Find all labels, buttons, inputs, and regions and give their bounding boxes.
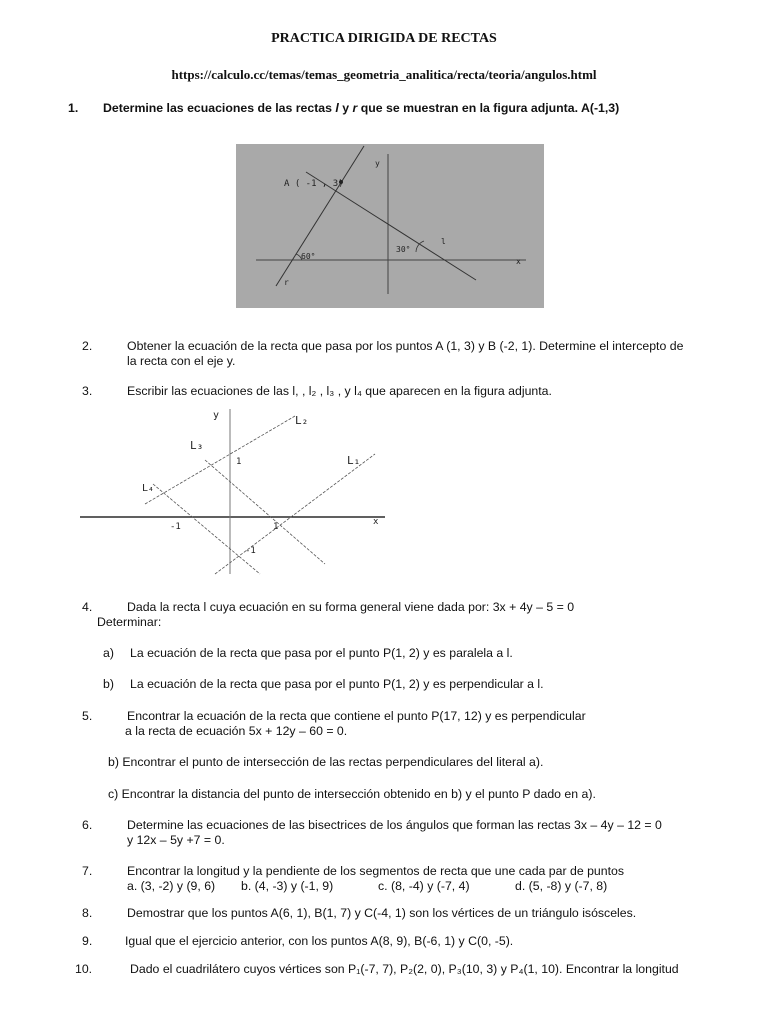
line-L1 [215,454,375,574]
point-pair-b: b. (4, -3) y (-1, 9) [241,879,334,893]
figure-background [236,144,544,308]
question-number: 8. [82,906,93,920]
angle-left-label: 60° [301,252,316,261]
question-number: 1. [68,101,79,115]
line-l-label: l [441,237,446,246]
question-text-line-1: Dada la recta l cuya ecuación en su forma general viene dada por: 3x + 4y – 5 = 0 [127,600,575,614]
line-L2 [145,416,295,504]
subitem-c: c) Encontrar la distancia del punto de intersección obtenido en b) y el punto P dado en a). [108,787,596,801]
question-text: Igual que el ejercicio anterior, con los puntos A(8, 9), B(-6, 1) y C(0, -5). [125,934,514,948]
y-axis-label: y [213,410,220,421]
subitem-b-label: b) [103,677,114,691]
tick-y-negative: -1 [245,546,256,556]
L2-label: L₂ [295,414,309,427]
figure-1-diagram [236,144,544,308]
tick-x-positive: 1 [273,522,279,532]
question-text-line-1: Encontrar la longitud y la pendiente de los segmentos de recta que une cada par de puntos [127,864,624,878]
point-pair-d: d. (5, -8) y (-7, 8) [515,879,608,893]
question-number: 5. [82,709,93,723]
line-L3 [205,460,325,564]
question-text-line-1: Obtener la ecuación de la recta que pasa por los puntos A (1, 3) y B (-2, 1). Determine el intercepto de [127,339,684,353]
question-number: 4. [82,600,93,614]
question-text: Escribir las ecuaciones de las l, , l₂ , l₃ , y l₄ que aparecen en la figura adjunta. [127,384,552,398]
subitem-a-text: La ecuación de la recta que pasa por el punto P(1, 2) y es paralela a l. [130,646,513,660]
subitem-a-label: a) [103,646,114,660]
reference-url[interactable]: https://calculo.cc/temas/temas_geometria_analitica/recta/teoria/angulos.html [171,67,597,82]
question-text-line-2: la recta con el eje y. [127,354,236,368]
question-number: 9. [82,934,93,948]
question-text: Demostrar que los puntos A(6, 1), B(1, 7) y C(-4, 1) son los vértices de un triángulo isósceles. [127,906,637,920]
y-axis-label: y [375,159,380,168]
question-text-line-1: Encontrar la ecuación de la recta que contiene el punto P(17, 12) y es perpendicular [127,709,586,723]
L3-label: L₃ [190,439,204,452]
question-number: 3. [82,384,93,398]
question-text: Determine las ecuaciones de las rectas l y r que se muestran en la figura adjunta. A(-1,3) [103,101,620,115]
question-text-line-2: a la recta de ecuación 5x + 12y – 60 = 0. [125,724,348,738]
question-text-line-1: Determine las ecuaciones de las bisectrices de los ángulos que forman las rectas 3x – 4y – 12 = 0 [127,818,662,832]
x-axis-label: x [373,517,379,527]
page-title: PRACTICA DIRIGIDA DE RECTAS [271,31,497,46]
figure-2-diagram [75,404,395,580]
question-number: 7. [82,864,93,878]
L4-label: L₄ [142,483,155,494]
point-pair-a: a. (3, -2) y (9, 6) [127,879,216,893]
point-pair-c: c. (8, -4) y (-7, 4) [378,879,470,893]
tick-y-positive: 1 [236,457,242,467]
x-axis-label: x [516,257,521,266]
point-a-label: A ( -1 , 3) [284,179,344,189]
L1-label: L₁ [347,454,361,467]
question-number: 10. [75,962,93,976]
tick-x-negative: -1 [170,522,181,532]
question-text: Dado el cuadrilátero cuyos vértices son P₁(-7, 7), P₂(2, 0), P₃(10, 3) y P₄(1, 10). Encontrar la longitud [130,962,679,976]
angle-right-label: 30° [396,245,411,254]
question-number: 6. [82,818,93,832]
line-r-label: r [284,278,289,287]
subitem-b-text: La ecuación de la recta que pasa por el punto P(1, 2) y es perpendicular a l. [130,677,544,691]
question-text-line-2: y 12x – 5y +7 = 0. [127,833,225,847]
subitem-b: b) Encontrar el punto de intersección de las rectas perpendiculares del literal a). [108,755,544,769]
question-text-line-2: Determinar: [97,615,162,629]
question-number: 2. [82,339,93,353]
